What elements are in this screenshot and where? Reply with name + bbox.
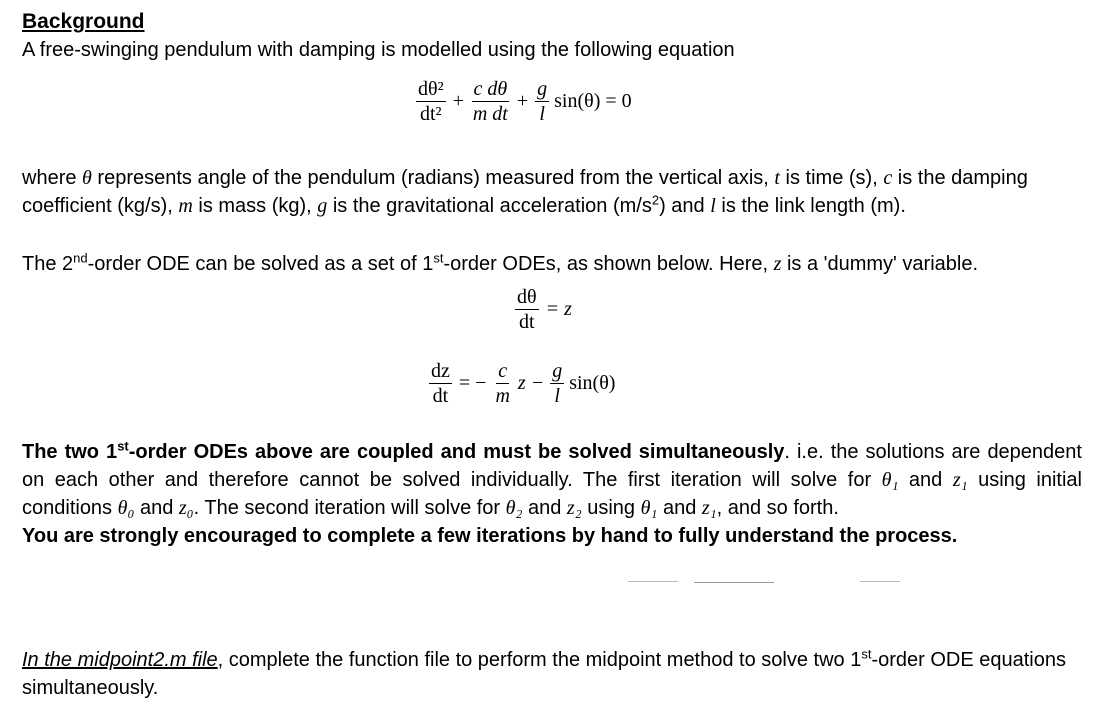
ode-paragraph: The 2nd-order ODE can be solved as a set of 1st-order ODEs, as shown below. Here, z is a 'dummy' variable. bbox=[22, 250, 979, 275]
task-paragraph: In the midpoint2.m file, complete the function file to perform the midpoint method to solve two 1st-order ODE equations simultaneously. bbox=[22, 646, 1066, 699]
dtheta-dt-fraction: $\frac{d\theta}{dt}$ bbox=[517, 286, 537, 333]
theta-ode-equation: $\frac{d\theta}{dt}$ = z bbox=[517, 286, 572, 333]
faint-separator bbox=[694, 582, 774, 583]
z-ode-equation: $\frac{dz}{dt}$ = − $\frac{c}{m}$ z − $\frac{g}{l}$ sin(θ) bbox=[431, 360, 616, 407]
midpoint-file-reference: In the midpoint2.m file bbox=[22, 649, 218, 671]
section-heading: Background bbox=[22, 10, 145, 33]
definitions-paragraph: where θ represents angle of the pendulum (radians) measured from the vertical axis, t is time (s), c is the damping coefficient (kg/s), m is mass (kg), g is the gravitational acceleration $(m/s^2)$ and l is the link length (m). bbox=[22, 167, 1028, 217]
coupled-odes-paragraph: The two 1st-order ODEs above are coupled and must be solved simultaneously. i.e. the solutions are dependent on each other and therefore cannot be solved individually. The first iteration will solve for θ₁ and z₁ using initial conditions θ₀ and z₀. The second iteration will solve for θ₂ and z₂ using θ₁ and z₁, and so forth. You are strongly encouraged to complete a few iterations by hand to fully understand the process. bbox=[22, 438, 1082, 547]
fraction-term-1: $\frac{\text{dθ²}}{\text{dt²}}$ bbox=[418, 78, 444, 125]
faint-separator bbox=[860, 581, 900, 582]
g-over-l-fraction: $\frac{g}{l}$ bbox=[552, 360, 563, 407]
faint-separator bbox=[628, 581, 678, 582]
dz-dt-fraction: $\frac{dz}{dt}$ bbox=[431, 360, 450, 407]
document-body bbox=[22, 8, 1088, 64]
fraction-term-2: $\frac{\text{c dθ}}{\text{m dt}}$ bbox=[472, 78, 508, 125]
c-over-m-fraction: $\frac{c}{m}$ bbox=[495, 360, 510, 407]
pendulum-equation: $\frac{\text{dθ²}}{\text{dt²}}$ + $\frac{\text{c dθ}}{\text{m dt}}$ + $\frac{g}{l}$ sin(θ) = 0 bbox=[418, 78, 632, 125]
fraction-term-3: $\frac{g}{l}$ bbox=[537, 78, 548, 125]
intro-paragraph: A free-swinging pendulum with damping is modelled using the following equation bbox=[22, 39, 735, 61]
